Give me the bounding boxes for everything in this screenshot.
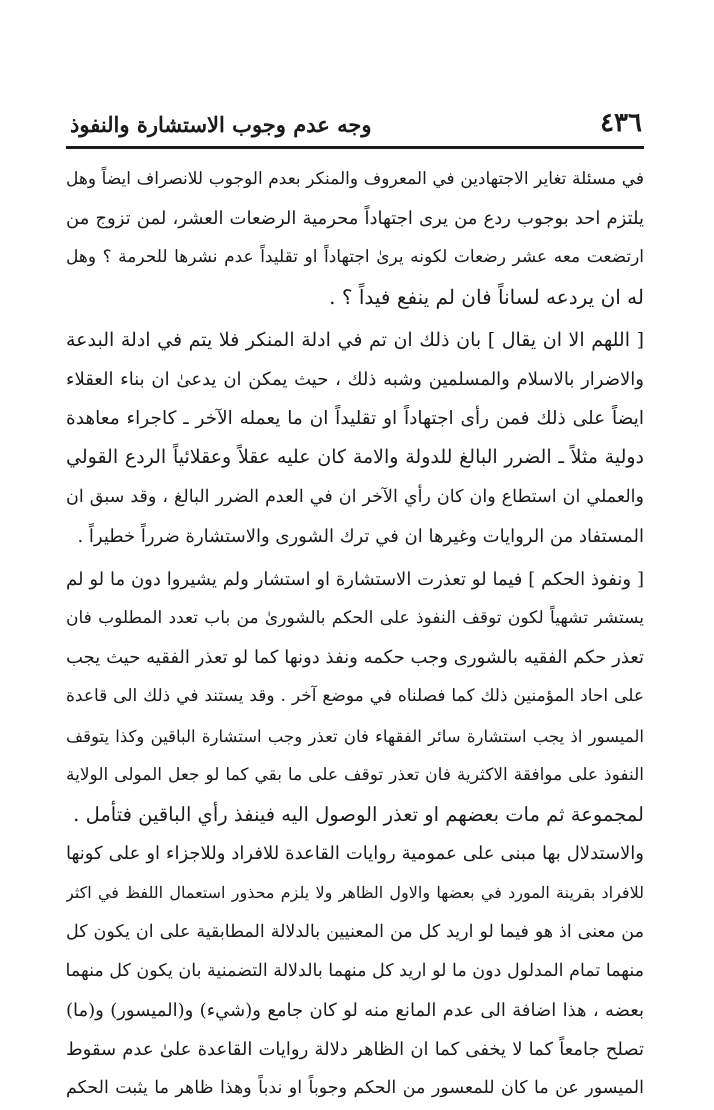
text-line: دولية مثلاً ـ الضرر البالغ للدولة والامة كان عليه عقلاً وعقلائياً الردع القولي: [66, 446, 644, 469]
text-line: يستشر تشهياً لكون توقف النفوذ على الحكم بالشورىٰ من باب تعدد المطلوب فان: [66, 608, 644, 629]
text-line: يلتزم احد بوجوب ردع من يرى اجتهاداً محرمية الرضعات العشر، لمن تزوج من: [66, 208, 644, 230]
text-line: الميسور عن ما كان للمعسور من الحكم وجوباً او ندباً وهذا ظاهر ما يثبت الحكم: [66, 1078, 644, 1099]
text-line: له ان يردعه لساناً فان لم ينفع فيداً ؟ .: [329, 284, 644, 309]
text-line: بعضه ، هذا اضافة الى عدم المانع منه لو كان جامع و(شيء) و(الميسور) و(ما): [66, 999, 644, 1021]
text-line: تعذر حكم الفقيه بالشورى وجب حكمه ونفذ دونها كما لو تعذر الفقيه حيث يجب: [66, 647, 644, 669]
text-line: للافراد بقرينة المورد في بعضها والاول الظاهر ولا يلزم محذور استعمال اللفظ في اكثر: [66, 883, 644, 903]
text-line: النفوذ على موافقة الاكثرية فان تعذر توقف على ما بقي كما لو جعل المولى الولاية: [66, 764, 644, 785]
text-line: لمجموعة ثم مات بعضهم او تعذر الوصول اليه فينفذ رأي الباقين فتأمل .: [73, 803, 644, 826]
page-number: ٤٣٦: [600, 108, 642, 138]
text-line: من معنى اذ هو فيما لو اريد كل من المعنيين بالدلالة المطابقية على ان يكون كل: [66, 921, 644, 942]
text-line: منهما تمام المدلول دون ما لو اريد كل منهما بالدلالة التضمنية بان يكون كل منهما: [66, 960, 644, 981]
text-line: على احاد المؤمنين ذلك كما فصلناه في موضع آخر . وقد يستند في ذلك الى قاعدة: [66, 686, 644, 707]
text-line: ارتضعت معه عشر رضعات لكونه يرىٰ اجتهاداً او تقليداً عدم نشرها للحرمة ؟ وهل: [66, 247, 644, 268]
text-line: والعملي ان استطاع وان كان رأي الآخر ان في العدم الضرر البالغ ، وقد سبق ان: [66, 486, 644, 507]
text-line: والاستدلال بها مبنى على عمومية روايات القاعدة للافراد وللاجزاء او على كونها: [66, 843, 644, 865]
running-title: وجه عدم وجوب الاستشارة والنفوذ: [70, 112, 372, 137]
text-line: الميسور اذ يجب استشارة سائر الفقهاء فان تعذر وجب استشارة الباقين وكذا يتوقف: [66, 726, 644, 746]
text-line: في مسئلة تغاير الاجتهادين في المعروف والمنكر بعدم الوجوب للانصراف ايضاً وهل: [66, 169, 644, 189]
text-line: ايضاً على ذلك فمن رأى اجتهاداً او تقليداً ان ما يعمله الآخر ـ كاجراء معاهدة: [66, 408, 644, 430]
page-header: [66, 108, 644, 149]
text-line: والاضرار بالاسلام والمسلمين وشبه ذلك ، حيث يمكن ان يدعىٰ ان بناء العقلاء: [66, 368, 644, 390]
text-line: المستفاد من الروايات وغيرها ان في ترك الشورى والاستشارة ضرراً خطيراً .: [77, 525, 644, 547]
text-line: [ ونفوذ الحكم ] فيما لو تعذرت الاستشارة او استشار ولم يشيروا دون ما لو لم: [66, 568, 644, 590]
body-text: [66, 160, 644, 1109]
text-line: تصلح جامعاً كما لا يخفى كما ان الظاهر دلالة روايات القاعدة علىٰ عدم سقوط: [66, 1039, 644, 1061]
text-line: [ اللهم الا ان يقال ] بان ذلك ان تم في ادلة المنكر فلا يتم في ادلة البدعة: [66, 328, 644, 351]
